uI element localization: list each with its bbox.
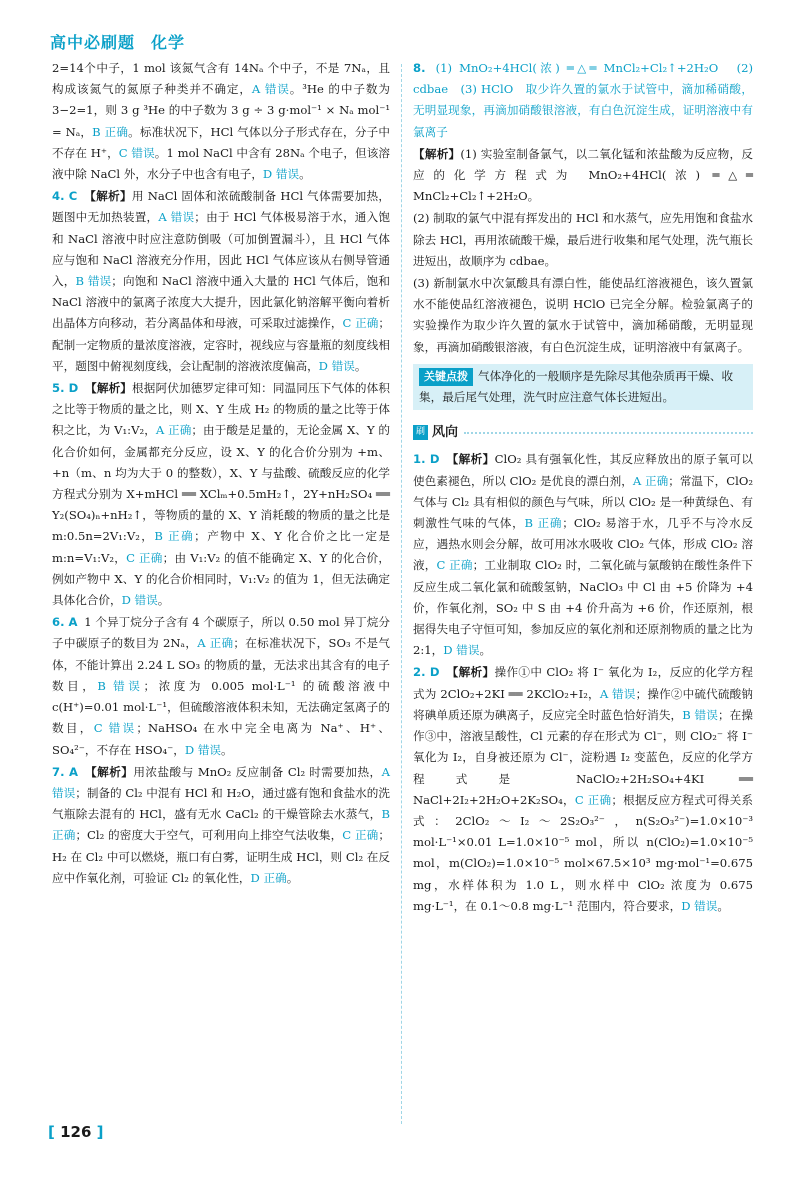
trend-question-2 [413,662,753,916]
question-8-explanation-1: 【解析】(1) 实验室制备氯气，以二氧化锰和浓盐酸为反应物，反应的化学方程式为 MnO₂+4HCl(浓) ═△═ MnCl₂+Cl₂↑+2H₂O。 [413,146,753,204]
question-8-answer [413,58,753,143]
trend-question-1 [413,449,753,661]
key-tip-label: 关键点拨 [419,368,473,386]
analysis-tag: 【解析】 [85,381,133,396]
analysis-tag: 【解析】 [84,189,132,204]
dotted-divider [464,432,753,434]
question-number: 4. C [52,189,78,204]
analysis-tag: 【解析】 [446,665,495,680]
left-column [52,58,390,890]
question-number: 2. D [413,665,440,680]
explanation-text: 根据阿伏加德罗定律可知：同温同压下气体的体积之比等于物质的量之比，则 X、Y 生成 H₂ 的物质的量之比等于体积之比，为 V₁:V₂，A 正确；由于酸是足量的，无论金属 X、Y 的化合价如何，金属都充分反应，设 X、Y 的化合价分别为 +m、+n（m、n 均为大于 0 的整数），X、Y 与盐酸、硫酸反应的化学方程式分别为 X+mHCl ══ XClₘ+0.5mH₂↑，2Y+nH₂SO₄ ══ Y₂(SO₄)ₙ+nH₂↑，等物质的量的 X、Y 消耗酸的物质的量之比是 m:0.5n=2V₁:V₂，B 正确；产物中 X、Y 化合价之比一定是 m:n=V₁:V₂，C 正确；由 V₁:V₂ 的值不能确定 X、Y 的化合价，例如产物中 X、Y 的化合价相同时，V₁:V₂ 的值为 1，但无法确定具体化合价，D 错误。 [52,381,391,608]
page-number: [ 126 ] [48,1123,104,1141]
question-number: 7. A [52,764,78,779]
section-title: 风向 [432,425,459,441]
brush-icon: 刷 [413,425,428,440]
explanation-text: 操作①中 ClO₂ 将 I⁻ 氧化为 I₂，反应的化学方程式为 2ClO₂+2KI ══ 2KClO₂+I₂，A 错误；操作②中硫代硫酸钠将碘单质还原为碘离子，反应完全时蓝色恰好消失，B 错误；在操作③中，溶液呈酸性，Cl 元素的存在形式为 Cl⁻，则 ClO₂⁻ 将 I⁻ 氧化为 I₂，自身被还原为 Cl⁻，淀粉遇 I₂ 变蓝色，反应的化学方程式是 NaClO₂+2H₂SO₄+4KI ══ NaCl+2I₂+2H₂O+2K₂SO₄，C 正确；根据反应方程式可得关系式：2ClO₂～I₂～2S₂O₃²⁻，n(S₂O₃²⁻)=1.0×10⁻³ mol·L⁻¹×0.01 L=1.0×10⁻⁵ mol，所以 n(ClO₂)=1.0×10⁻⁵ mol，m(ClO₂)=1.0×10⁻⁵ mol×67.5×10³ mg·mol⁻¹=0.675 mg，水样体积为 1.0 L，则水样中 ClO₂ 浓度为 0.675 mg·L⁻¹，在 0.1～0.8 mg·L⁻¹ 范围内，符合要求，D 错误。 [413,665,753,913]
page-header [50,32,185,53]
question-number: 6. A [52,615,78,630]
analysis-tag: 【解析】 [446,452,495,467]
question-8-explanation-3: (3) 新制氯水中次氯酸具有漂白性，能使品红溶液褪色，该久置氯水不能使品红溶液褪色，说明 HClO 已完全分解。检验氯离子的实验操作为取少许久置的氯水于试管中，滴加稀硝酸，无明显现象，再滴加硝酸银溶液，有白色沉淀生成，证明溶液中有氯离子。 [413,276,753,354]
answer-text: (1) MnO₂+4HCl(浓) ═△═ MnCl₂+Cl₂↑+2H₂O (2) cdbae (3) HClO 取少许久置的氯水于试管中，滴加稀硝酸，无明显现象，再滴加硝酸银溶液，有白色沉淀生成，证明溶液中有氯离子 [413,61,754,139]
explanation-text: 用浓盐酸与 MnO₂ 反应制备 Cl₂ 时需要加热，A 错误；制备的 Cl₂ 中混有 HCl 和 H₂O，通过盛有饱和食盐水的洗气瓶除去混有的 HCl，盛有无水 CaCl₂ 的干燥管除去水蒸气，B 正确；Cl₂ 的密度大于空气，可利用向上排空气法收集，C 正确；H₂ 在 Cl₂ 中可以燃烧，瓶口有白雾，证明生成 HCl，则 Cl₂ 在反应中作氧化剂，可验证 Cl₂ 的氧化性，D 正确。 [52,764,390,885]
explanation-text: 用 NaCl 固体和浓硫酸制备 HCl 气体需要加热，题图中无加热装置，A 错误；由于 HCl 气体极易溶于水，通入饱和 NaCl 溶液中时应注意防倒吸（可加倒置漏斗），且 HCl 气体应与饱和 NaCl 溶液充分作用，因此 HCl 气体应该从右侧导管通入，B 错误；向饱和 NaCl 溶液中通入大量的 HCl 气体后，饱和 NaCl 溶液中的氯离子浓度大大提升，因此氯化钠溶解平衡向着析出晶体方向移动，若分离晶体和母液，可采取过滤操作，C 正确；配制一定物质的量浓度溶液，定容时，视线应与容量瓶的刻度线相平，题图中俯视刻度线，会让配制的溶液浓度偏高，D 错误。 [52,189,390,373]
right-column [413,58,753,918]
book-title: 高中必刷题 [50,33,136,52]
question-number: 8. [413,61,426,75]
column-divider [401,64,402,1124]
section-header [413,422,753,443]
key-tip-box [413,364,753,410]
question-7-explanation [52,762,390,889]
explanation-text: 1 个异丁烷分子含有 4 个碳原子，所以 0.50 mol 异丁烷分子中碳原子的数目为 2Nₐ，A 正确；在标准状况下，SO₃ 不是气体，不能计算出 2.24 L SO₃ 的物质的量，无法求出其含有的电子数目，B 错误；浓度为 0.005 mol·L⁻¹ 的硫酸溶液中 c(H⁺)=0.01 mol·L⁻¹，但硫酸溶液体积未知，无法确定氢离子的数目，C 错误；NaHSO₄ 在水中完全电离为 Na⁺、H⁺、SO₄²⁻，不存在 HSO₄⁻，D 错误。 [52,615,391,757]
question-number: 5. D [52,381,79,396]
key-tip-text: 气体净化的一般顺序是先除尽其他杂质再干燥、收集，最后尾气处理，洗气时应注意气体长进短出。 [419,368,734,405]
paragraph-continuation: 2=14个中子，1 mol 该氮气含有 14Nₐ 个中子，不是 7Nₐ，且构成该氮气的氮原子种类并不确定，A 错误。³He 的中子数为 3−2=1，则 3 g ³He 的中子数为 3 g ÷ 3 g·mol⁻¹ × Nₐ mol⁻¹ = Nₐ，B 正确。标准状况下，HCl 气体以分子形式存在，分子中不存在 H⁺，C 错误。1 mol NaCl 中含有 28Nₐ 个电子，但该溶液中除 NaCl 外，水分子中也含有电子，D 错误。 [52,61,390,182]
question-4-explanation [52,186,390,377]
analysis-tag: 【解析】 [413,146,461,161]
question-number: 1. D [413,452,440,467]
analysis-tag: 【解析】 [85,764,134,779]
subject-title: 化学 [151,33,186,52]
question-5-explanation [52,378,390,611]
question-6-explanation [52,612,390,760]
question-8-explanation-2: (2) 制取的氯气中混有挥发出的 HCl 和水蒸气，应先用饱和食盐水除去 HCl，再用浓硫酸干燥，最后进行收集和尾气处理，洗气瓶长进短出，故顺序为 cdbae。 [413,211,754,268]
explanation-text: ClO₂ 具有强氧化性，其反应释放出的原子氧可以使色素褪色，所以 ClO₂ 是优良的漂白剂，A 正确；常温下，ClO₂ 气体与 Cl₂ 具有相似的颜色与气味，所以 ClO₂ 是一种黄绿色、有刺激性气味的气体，B 正确；ClO₂ 易溶于水，几乎不与冷水反应，遇热水则会分解，故可用冰水吸收 ClO₂ 气体，形成 ClO₂ 溶液，C 正确；工业制取 ClO₂ 时，二氧化硫与氯酸钠在酸性条件下反应生成二氧化氯和硫酸氢钠，NaClO₃ 中 Cl 由 +5 价降为 +4 价，作氧化剂，SO₂ 中 S 由 +4 价升高为 +6 价，作还原剂，根据得失电子守恒可知，参加反应的氧化剂和还原剂物质的量之比为 2:1，D 错误。 [413,452,753,658]
